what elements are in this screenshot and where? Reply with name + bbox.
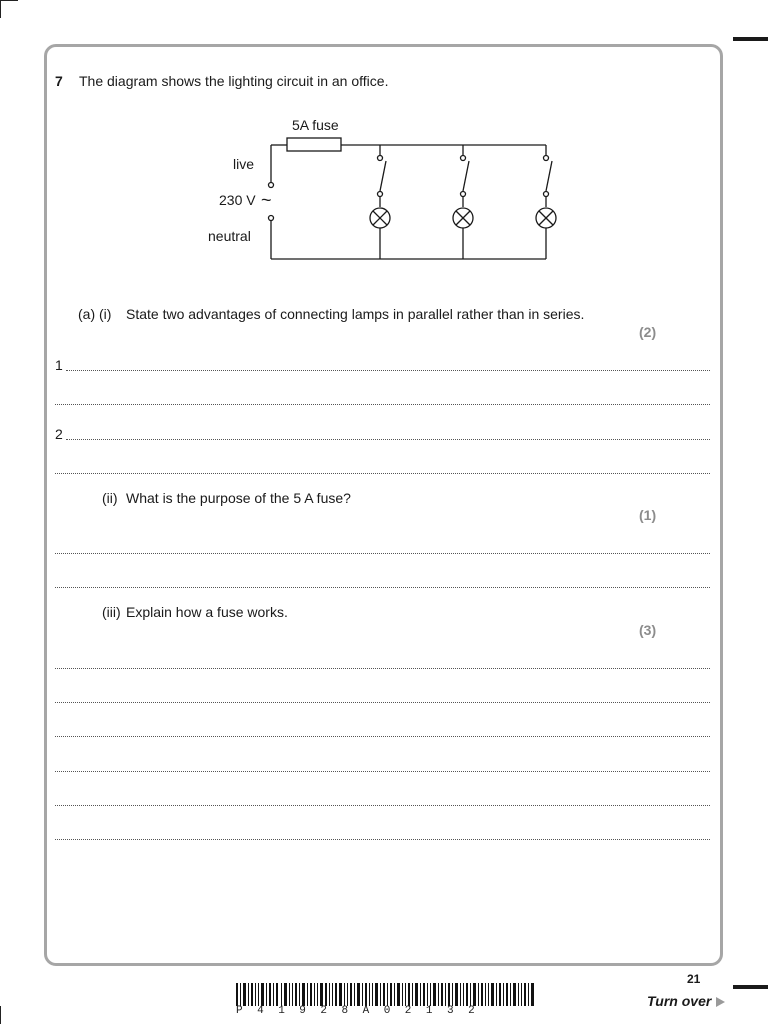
question-number: 7 (55, 73, 63, 89)
answer-line[interactable] (66, 439, 710, 440)
answer-line[interactable] (55, 736, 710, 737)
circuit-diagram (200, 110, 560, 270)
edge-mark (733, 37, 768, 41)
voltage-label: 230 V (219, 192, 256, 208)
barcode-number: P41928A02132 (236, 1005, 490, 1017)
part-question-text: What is the purpose of the 5 A fuse? (126, 490, 351, 506)
part-label: (a) (i) (78, 306, 112, 322)
answer-number: 2 (55, 426, 63, 442)
answer-line[interactable] (55, 805, 710, 806)
fuse-label: 5A fuse (292, 117, 339, 133)
answer-line[interactable] (55, 473, 710, 474)
part-label: (iii) (102, 604, 121, 620)
barcode (236, 983, 534, 1006)
fuse-symbol (287, 138, 341, 151)
answer-line[interactable] (55, 702, 710, 703)
edge-mark (733, 985, 768, 989)
live-terminal (269, 183, 274, 188)
part-question-text: State two advantages of connecting lamps in parallel rather than in series. (126, 306, 585, 322)
answer-line[interactable] (55, 839, 710, 840)
crop-mark (0, 0, 18, 1)
live-label: live (233, 156, 255, 172)
turn-over-label: Turn over (647, 993, 712, 1009)
answer-line[interactable] (55, 771, 710, 772)
answer-line[interactable] (55, 587, 710, 588)
answer-line[interactable] (55, 404, 710, 405)
page-number: 21 (687, 972, 701, 986)
turn-over-arrow-icon (716, 997, 725, 1007)
question-intro: The diagram shows the lighting circuit in an office. (79, 73, 389, 89)
ac-symbol: ~ (261, 190, 272, 210)
crop-mark (0, 1006, 1, 1024)
answer-number: 1 (55, 357, 63, 373)
neutral-label: neutral (208, 228, 251, 244)
answer-line[interactable] (55, 553, 710, 554)
part-question-text: Explain how a fuse works. (126, 604, 288, 620)
marks-label: (1) (639, 507, 657, 523)
neutral-terminal (269, 216, 274, 221)
answer-line[interactable] (66, 370, 710, 371)
marks-label: (3) (639, 622, 657, 638)
marks-label: (2) (639, 324, 657, 340)
crop-mark (0, 0, 1, 18)
part-label: (ii) (102, 490, 118, 506)
answer-line[interactable] (55, 668, 710, 669)
